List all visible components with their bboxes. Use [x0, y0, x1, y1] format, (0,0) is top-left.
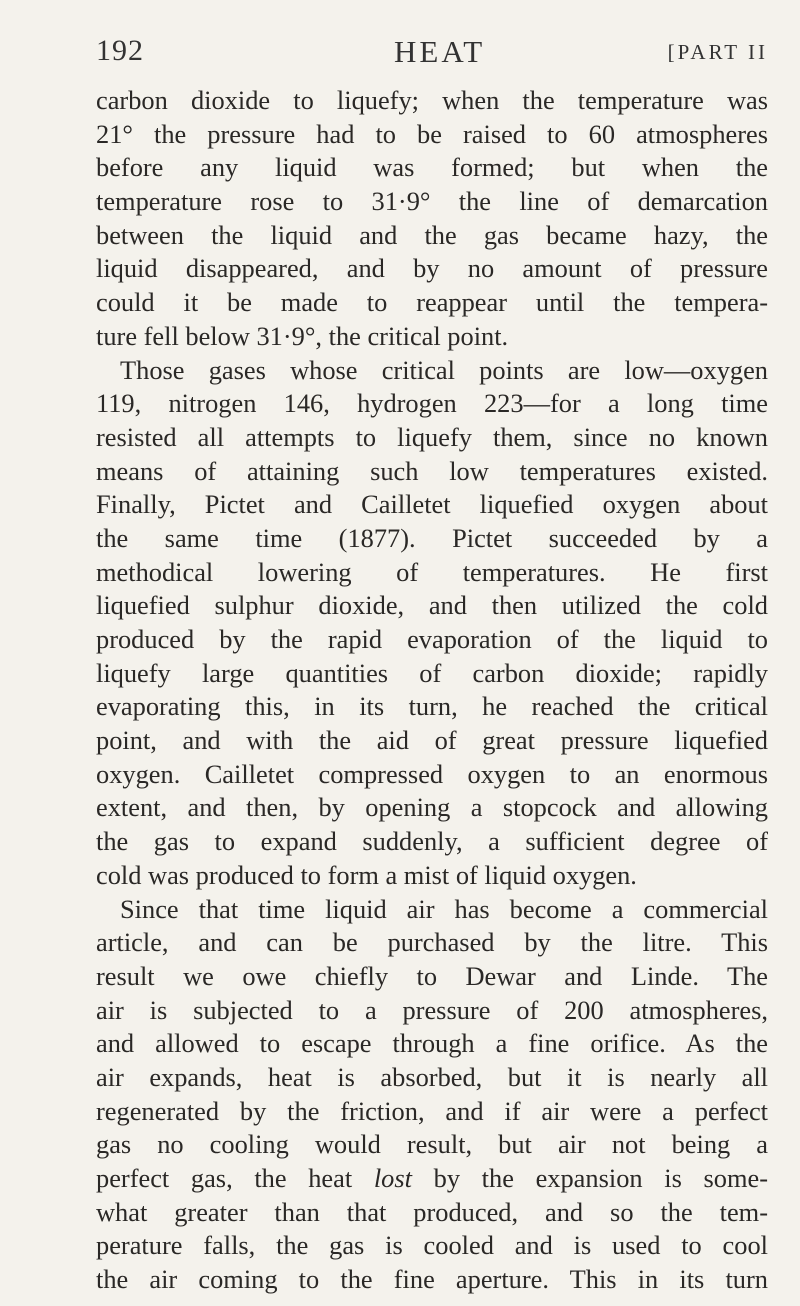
text-line: liquefied sulphur dioxide, and then utilized the cold [96, 590, 768, 621]
text-line: 119, nitrogen 146, hydrogen 223—for a long time [96, 388, 768, 419]
text-line: air expands, heat is absorbed, but it is nearly all [96, 1061, 768, 1092]
text-line: before any liquid was formed; but when the [96, 152, 768, 183]
text-line: extent, and then, by opening a stopcock and allowing [96, 792, 768, 823]
text-line: could it be made to reappear until the tempera- [96, 287, 768, 318]
text-line: methodical lowering of temperatures. He first [96, 556, 768, 587]
text-line: Finally, Pictet and Cailletet liquefied oxygen about [96, 489, 768, 520]
text-line: the air coming to the fine aperture. This in its turn [96, 1264, 768, 1295]
text-line: point, and with the aid of great pressure liquefied [96, 725, 768, 756]
text-line: Since that time liquid air has become a commercial [120, 893, 768, 924]
text-line: liquefy large quantities of carbon dioxide; rapidly [96, 657, 768, 688]
text-line: article, and can be purchased by the litre. This [96, 927, 768, 958]
running-title: HEAT [394, 34, 486, 69]
text-line: cold was produced to form a mist of liquid oxygen. [96, 859, 637, 890]
text-line: between the liquid and the gas became hazy, the [96, 219, 768, 250]
text-line: oxygen. Cailletet compressed oxygen to an enormous [96, 758, 768, 789]
line-text-before: perfect gas, the heat [96, 1163, 374, 1193]
text-line: perature falls, the gas is cooled and is used to cool [96, 1230, 768, 1261]
line-text-after: by the expansion is some- [411, 1163, 768, 1193]
text-line: 21° the pressure had to be raised to 60 atmospheres [96, 118, 768, 149]
text-line-with-italic [96, 1162, 768, 1196]
body-text [96, 84, 768, 1297]
text-line: produced by the rapid evaporation of the liquid to [96, 624, 768, 654]
part-label: [PART II [667, 40, 768, 64]
text-line: evaporating this, in its turn, he reached the critical [96, 691, 768, 722]
text-line: Those gases whose critical points are low—oxygen [120, 354, 768, 385]
text-line: carbon dioxide to liquefy; when the temperature was [96, 85, 768, 115]
text-line: gas no cooling would result, but air not being a [96, 1129, 768, 1160]
text-line: and allowed to escape through a fine orifice. As the [96, 1028, 768, 1059]
text-line: air is subjected to a pressure of 200 atmospheres, [96, 994, 768, 1025]
text-line: resisted all attempts to liquefy them, since no known [96, 421, 768, 452]
text-line: result we owe chiefly to Dewar and Linde. The [96, 960, 768, 991]
text-line: ture fell below 31·9°, the critical point. [96, 320, 509, 351]
text-line: the gas to expand suddenly, a sufficient degree of [96, 826, 768, 857]
text-line: temperature rose to 31·9° the line of demarcation [96, 186, 768, 217]
running-header [96, 26, 768, 74]
text-line: regenerated by the friction, and if air were a perfect [96, 1095, 768, 1126]
page-number: 192 [96, 34, 144, 67]
text-line: means of attaining such low temperatures existed. [96, 455, 768, 486]
text-line: liquid disappeared, and by no amount of pressure [96, 253, 768, 284]
italic-emphasis: lost [373, 1163, 412, 1193]
text-line: the same time (1877). Pictet succeeded by a [96, 522, 768, 553]
text-line: what greater than that produced, and so the tem- [96, 1196, 768, 1227]
